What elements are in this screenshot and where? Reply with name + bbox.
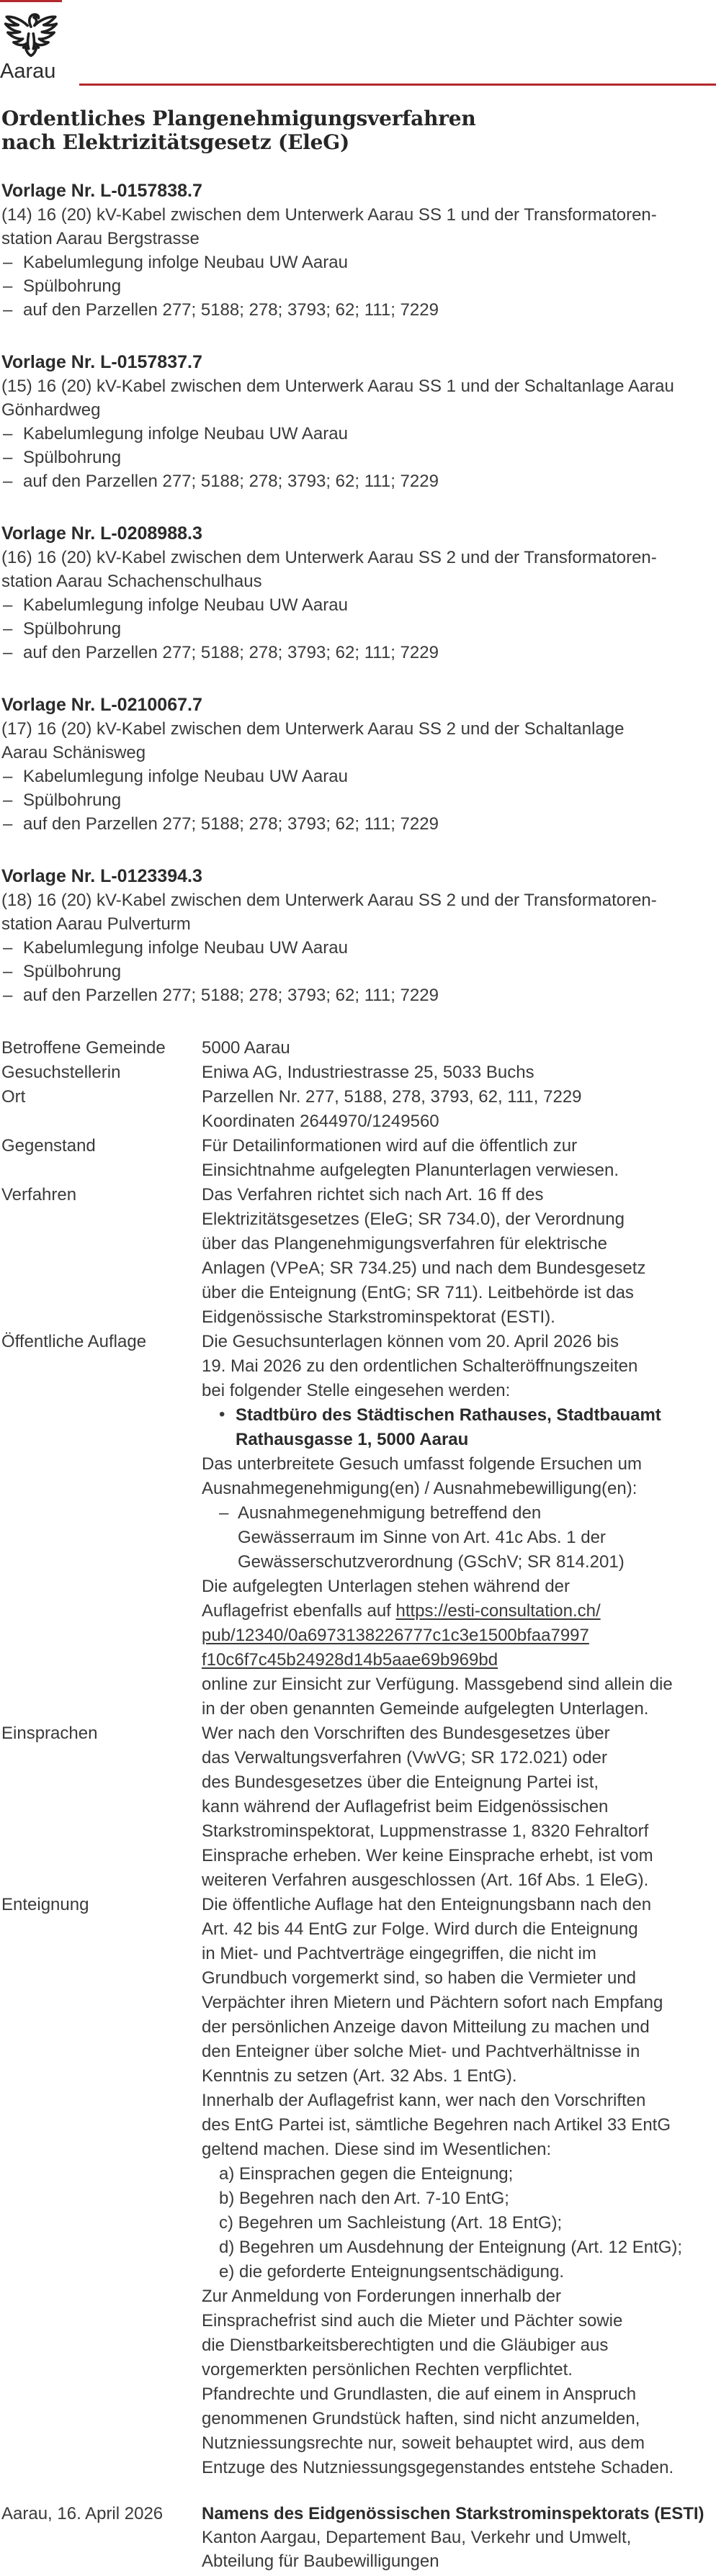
detail-line-text: Die Gesuchsunterlagen können vom 20. April 2026 bis (202, 1332, 619, 1351)
detail-line-text: 5000 Aarau (202, 1038, 290, 1058)
vorlage-bullet-text: Kabelumlegung infolge Neubau UW Aarau (23, 253, 348, 272)
detail-line-text: Ausnahmegenehmigung(en) / Ausnahmebewilligung(en): (202, 1479, 637, 1498)
vorlage-section (1, 522, 716, 665)
detail-line-text: Ausnahmegenehmigung betreffend den (238, 1503, 542, 1523)
detail-row (1, 1330, 716, 1721)
detail-line-text: Elektrizitätsgesetzes (EleG; SR 734.0), der Verordnung (202, 1210, 625, 1229)
vorlage-section (1, 351, 716, 493)
detail-line-text: genommenen Grundstück haften, sind nicht anzumelden, (202, 2409, 640, 2428)
dash-bullet-icon: – (3, 814, 13, 834)
page-title-line1: Ordentliches Plangenehmigungsverfahren (1, 107, 476, 130)
dash-bullet-icon: – (3, 643, 13, 662)
footer-signature (202, 2502, 716, 2573)
detail-line (202, 2309, 716, 2333)
detail-label: Ort (1, 1087, 26, 1107)
detail-row (1, 1036, 716, 1060)
page-title-line2: nach Elektrizitätsgesetz (EleG) (1, 130, 350, 154)
header (0, 0, 716, 86)
detail-line-text: Einsichtnahme aufgelegten Planunterlagen verwiesen. (202, 1161, 619, 1180)
vorlage-description-line: Aarau Schänisweg (1, 743, 146, 762)
detail-row (1, 1893, 716, 2480)
vorlage-bullet-text: auf den Parzellen 277; 5188; 278; 3793; 62; 111; 7229 (23, 643, 439, 662)
vorlage-description-line: (18) 16 (20) kV-Kabel zwischen dem Unterwerk Aarau SS 2 und der Transformatoren- (1, 891, 657, 910)
detail-label: Einsprachen (1, 1724, 98, 1743)
detail-line (202, 1893, 716, 1917)
detail-line (202, 1085, 716, 1109)
detail-line-text: über die Enteignung (EntG; SR 711). Leitbehörde ist das (202, 1283, 634, 1302)
detail-line (202, 2431, 716, 2456)
vorlage-description-line: station Aarau Schachenschulhaus (1, 572, 262, 591)
vorlagen-list (1, 179, 716, 1007)
detail-value (202, 1134, 716, 1183)
detail-line (202, 2138, 716, 2162)
footer (1, 2502, 716, 2573)
detail-line-text: e) die geforderte Enteignungsentschädigung. (219, 2262, 565, 2282)
detail-line-text: Grundbuch vorgemerkt sind, so haben die Vermieter und (202, 1968, 637, 1988)
detail-line-text: über das Plangenehmigungsverfahren für elektrische (202, 1234, 608, 1253)
detail-value (202, 1036, 716, 1060)
detail-line (202, 1917, 716, 1942)
vorlage-bullet-text: auf den Parzellen 277; 5188; 278; 3793; 62; 111; 7229 (23, 814, 439, 834)
vorlage-description-line: (15) 16 (20) kV-Kabel zwischen dem Unterwerk Aarau SS 1 und der Schaltanlage Aarau (1, 377, 674, 396)
detail-line (202, 1526, 716, 1550)
vorlage-heading: Vorlage Nr. L-0157837.7 (1, 352, 202, 372)
detail-line-text: der persönlichen Anzeige davon Mitteilung zu machen und (202, 2017, 650, 2037)
detail-line (202, 1795, 716, 1819)
detail-line-text: Kenntnis zu setzen (Art. 32 Abs. 1 EntG). (202, 2066, 517, 2086)
vorlage-bullet-text: Kabelumlegung infolge Neubau UW Aarau (23, 767, 348, 786)
detail-line (202, 2064, 716, 2089)
detail-line-text: b) Begehren nach den Art. 7-10 EntG; (219, 2189, 509, 2208)
detail-line (202, 1330, 716, 1354)
detail-line (202, 2113, 716, 2138)
detail-value (202, 1060, 716, 1085)
detail-line-text: Einsprache erheben. Wer keine Einsprache erhebt, ist vom (202, 1846, 653, 1865)
detail-line-text: a) Einsprachen gegen die Enteignung; (219, 2164, 514, 2184)
detail-line (202, 1991, 716, 2015)
vorlage-bullet-text: Kabelumlegung infolge Neubau UW Aarau (23, 424, 348, 443)
detail-line (202, 1354, 716, 1379)
detail-line (202, 1648, 716, 1672)
detail-row (1, 1183, 716, 1330)
detail-line-text: des Bundesgesetzes über die Enteignung Partei ist, (202, 1773, 599, 1792)
vorlage-heading: Vorlage Nr. L-0210067.7 (1, 695, 202, 715)
detail-value (202, 1085, 716, 1134)
detail-value (202, 1183, 716, 1330)
detail-line-text: Gewässerschutzverordnung (GSchV; SR 814.201) (238, 1552, 625, 1572)
vorlage-bullet-item (1, 983, 716, 1007)
detail-line-text: Verpächter ihren Mietern und Pächtern sofort nach Empfang (202, 1993, 663, 2012)
detail-line-text: Koordinaten 2644970/1249560 (202, 1112, 439, 1131)
detail-line-text: c) Begehren um Sachleistung (Art. 18 EntG); (219, 2213, 563, 2233)
detail-line (202, 2211, 716, 2235)
vorlage-bullet-text: Spülbohrung (23, 276, 122, 296)
vorlage-bullet-item (1, 422, 716, 446)
detail-line (202, 1770, 716, 1795)
detail-line (202, 1501, 716, 1526)
vorlage-description-line: (14) 16 (20) kV-Kabel zwischen dem Unterwerk Aarau SS 1 und der Transformatoren- (1, 205, 657, 225)
brand-top-bar (0, 0, 62, 2)
detail-line (202, 2040, 716, 2064)
detail-line (202, 2456, 716, 2480)
detail-line (202, 1379, 716, 1403)
detail-label: Öffentliche Auflage (1, 1332, 147, 1351)
dash-bullet-icon: – (3, 791, 13, 810)
detail-line (202, 2284, 716, 2309)
dash-bullet-icon: – (3, 300, 13, 320)
detail-line (202, 1305, 716, 1330)
detail-line (202, 1966, 716, 1991)
dot-bullet-icon: • (219, 1405, 225, 1424)
detail-line-text: Auflagefrist ebenfalls auf (202, 1601, 396, 1621)
detail-line-text: Starkstrominspektorat, Luppmenstrasse 1, 8320 Fehraltorf (202, 1821, 649, 1841)
dash-bullet-icon: – (3, 276, 13, 296)
esti-consultation-link[interactable]: pub/12340/0a6973138226777c1c3e1500bfaa7997 (202, 1626, 589, 1645)
detail-line (202, 1672, 716, 1697)
detail-line-text: Art. 42 bis 44 EntG zur Folge. Wird durch die Enteignung (202, 1919, 638, 1939)
vorlage-description-line: station Aarau Pulverturm (1, 914, 191, 934)
detail-line-text: d) Begehren um Ausdehnung der Enteignung (Art. 12 EntG); (219, 2238, 683, 2257)
vorlage-bullet-text: Spülbohrung (23, 619, 122, 639)
vorlage-section (1, 693, 716, 836)
detail-line-text: den Enteigner über solche Miet- und Pachtverhältnisse in (202, 2042, 640, 2061)
detail-line-text: Wer nach den Vorschriften des Bundesgesetzes über (202, 1724, 610, 1743)
detail-line-text: 19. Mai 2026 zu den ordentlichen Schalteröffnungszeiten (202, 1356, 638, 1376)
detail-line (202, 2235, 716, 2260)
footer-signature-line: Namens des Eidgenössischen Starkstrominspektorats (ESTI) (202, 2504, 704, 2523)
detail-line-text: in Miet- und Pachtverträge eingegriffen, die nicht im (202, 1944, 596, 1963)
vorlage-description-line: (16) 16 (20) kV-Kabel zwischen dem Unterwerk Aarau SS 2 und der Transformatoren- (1, 548, 657, 567)
detail-line-text: Innerhalb der Auflagefrist kann, wer nach den Vorschriften (202, 2091, 646, 2110)
detail-line-text: Gewässerraum im Sinne von Art. 41c Abs. 1 der (238, 1528, 606, 1547)
detail-row (1, 1060, 716, 1085)
vorlage-bullet-item (1, 936, 716, 960)
detail-line (202, 2382, 716, 2407)
vorlage-bullet-item (1, 593, 716, 617)
vorlage-bullet-item (1, 960, 716, 983)
detail-row (1, 1134, 716, 1183)
detail-line-text: Das unterbreitete Gesuch umfasst folgende Ersuchen um (202, 1454, 642, 1474)
footer-signature-line: Abteilung für Baubewilligungen (202, 2552, 439, 2571)
detail-line (202, 2015, 716, 2040)
vorlage-bullet-item (1, 617, 716, 641)
detail-line-text: online zur Einsicht zur Verfügung. Massgebend sind allein die (202, 1675, 673, 1694)
vorlage-bullet-text: Spülbohrung (23, 791, 122, 810)
aarau-eagle-logo-icon (1, 9, 61, 63)
detail-line (202, 1428, 716, 1452)
page-title (1, 107, 716, 154)
detail-label: Verfahren (1, 1185, 77, 1204)
detail-line (202, 1109, 716, 1134)
detail-line (202, 1575, 716, 1599)
detail-line-text: Stadtbüro des Städtischen Rathauses, Stadtbauamt (236, 1405, 661, 1425)
vorlage-bullet-item (1, 641, 716, 665)
details-table (1, 1036, 716, 2480)
footer-date: Aarau, 16. April 2026 (1, 2504, 164, 2523)
vorlage-bullet-text: Spülbohrung (23, 962, 122, 981)
detail-line (202, 1158, 716, 1183)
detail-line-text: Eniwa AG, Industriestrasse 25, 5033 Buchs (202, 1063, 534, 1082)
detail-value (202, 1721, 716, 1893)
detail-line-text: bei folgender Stelle eingesehen werden: (202, 1381, 511, 1400)
detail-line (202, 1550, 716, 1575)
detail-line (202, 2333, 716, 2358)
detail-line (202, 2358, 716, 2382)
detail-line (202, 1232, 716, 1256)
detail-line-text: Zur Anmeldung von Forderungen innerhalb der (202, 2287, 561, 2306)
vorlage-bullet-item (1, 446, 716, 469)
dash-bullet-icon: – (3, 962, 13, 981)
dash-bullet-icon: – (3, 448, 13, 467)
dash-bullet-icon: – (3, 938, 13, 958)
detail-line-text: des EntG Partei ist, sämtliche Begehren nach Artikel 33 EntG (202, 2115, 671, 2135)
footer-signature-line: Kanton Aargau, Departement Bau, Verkehr und Umwelt, (202, 2528, 632, 2547)
vorlage-heading: Vorlage Nr. L-0157838.7 (1, 181, 202, 201)
vorlage-bullet-item (1, 274, 716, 298)
detail-line (202, 1183, 716, 1207)
vorlage-description-line: station Aarau Bergstrasse (1, 229, 200, 248)
vorlage-bullet-text: Kabelumlegung infolge Neubau UW Aarau (23, 938, 348, 958)
detail-line (202, 1697, 716, 1721)
detail-line-text: Einsprachefrist sind auch die Mieter und Pächter sowie (202, 2311, 623, 2330)
vorlage-bullet-text: auf den Parzellen 277; 5188; 278; 3793; 62; 111; 7229 (23, 472, 439, 491)
dash-bullet-icon: – (3, 986, 13, 1005)
detail-value (202, 1893, 716, 2480)
detail-value (202, 1330, 716, 1721)
detail-line (202, 1281, 716, 1305)
detail-line-text: vorgemerkten persönlichen Rechten verpflichtet. (202, 2360, 573, 2379)
detail-line-text: in der oben genannten Gemeinde aufgelegten Unterlagen. (202, 1699, 649, 1719)
detail-line-text: Das Verfahren richtet sich nach Art. 16 ff des (202, 1185, 544, 1204)
vorlage-bullet-item (1, 765, 716, 788)
vorlage-bullet-item (1, 298, 716, 322)
dash-bullet-icon: – (3, 253, 13, 272)
detail-label: Enteignung (1, 1895, 89, 1914)
detail-line (202, 1403, 716, 1428)
vorlage-section (1, 179, 716, 322)
detail-line-text: Anlagen (VPeA; SR 734.25) und nach dem Bundesgesetz (202, 1258, 646, 1278)
detail-line (202, 2260, 716, 2284)
esti-consultation-link[interactable]: https://esti-consultation.ch/ (395, 1601, 601, 1621)
detail-line (202, 1207, 716, 1232)
detail-line (202, 2089, 716, 2113)
vorlage-bullet-item (1, 251, 716, 274)
detail-line-text: Die öffentliche Auflage hat den Enteignungsbann nach den (202, 1895, 652, 1914)
detail-line-text: Nutzniessungsrechte nur, soweit behauptet wird, aus dem (202, 2433, 645, 2453)
dash-bullet-icon: – (3, 619, 13, 639)
detail-line-text: Die aufgelegten Unterlagen stehen während der (202, 1577, 570, 1596)
detail-line (202, 1256, 716, 1281)
detail-line-text: das Verwaltungsverfahren (VwVG; SR 172.021) oder (202, 1748, 607, 1767)
detail-line (202, 2187, 716, 2211)
detail-line-text: die Dienstbarkeitsberechtigten und die Gläubiger aus (202, 2336, 609, 2355)
vorlage-bullet-item (1, 788, 716, 812)
detail-line (202, 1746, 716, 1770)
detail-line (202, 1868, 716, 1893)
detail-line-text: Für Detailinformationen wird auf die öffentlich zur (202, 1136, 578, 1156)
detail-line (202, 2162, 716, 2187)
detail-line-text: Eidgenössische Starkstrominspektorat (ESTI). (202, 1307, 555, 1327)
detail-line (202, 2407, 716, 2431)
dash-bullet-icon: – (3, 424, 13, 443)
detail-line-text: Rathausgasse 1, 5000 Aarau (236, 1430, 469, 1449)
dash-bullet-icon: – (219, 1503, 229, 1523)
vorlage-bullet-text: Spülbohrung (23, 448, 122, 467)
detail-row (1, 1721, 716, 1893)
detail-line (202, 1060, 716, 1085)
detail-label: Gegenstand (1, 1136, 96, 1156)
detail-line (202, 1942, 716, 1966)
dash-bullet-icon: – (3, 472, 13, 491)
detail-line (202, 1599, 716, 1623)
detail-line (202, 1721, 716, 1746)
vorlage-bullet-text: Kabelumlegung infolge Neubau UW Aarau (23, 595, 348, 615)
detail-line (202, 1452, 716, 1477)
vorlage-section (1, 865, 716, 1007)
detail-label: Gesuchstellerin (1, 1063, 121, 1082)
detail-row (1, 1085, 716, 1134)
detail-line-text: Parzellen Nr. 277, 5188, 278, 3793, 62, 111, 7229 (202, 1087, 582, 1107)
detail-line-text: geltend machen. Diese sind im Wesentlichen: (202, 2140, 552, 2159)
vorlage-bullet-item (1, 469, 716, 493)
detail-line-text: weiteren Verfahren ausgeschlossen (Art. 16f Abs. 1 EleG). (202, 1870, 649, 1890)
detail-line (202, 1844, 716, 1868)
vorlage-description-line: (17) 16 (20) kV-Kabel zwischen dem Unterwerk Aarau SS 2 und der Schaltanlage (1, 719, 625, 739)
detail-line-text: kann während der Auflagefrist beim Eidgenössischen (202, 1797, 609, 1816)
header-rule (79, 84, 716, 86)
detail-line-text: Pfandrechte und Grundlasten, die auf einem in Anspruch (202, 2384, 637, 2404)
detail-line (202, 1477, 716, 1501)
vorlage-description-line: Gönhardweg (1, 400, 101, 420)
dash-bullet-icon: – (3, 767, 13, 786)
detail-line-text: Entzuge des Nutzniessungsgegenstandes entstehe Schaden. (202, 2458, 674, 2477)
vorlage-bullet-text: auf den Parzellen 277; 5188; 278; 3793; 62; 111; 7229 (23, 300, 439, 320)
detail-line (202, 1623, 716, 1648)
detail-label: Betroffene Gemeinde (1, 1038, 166, 1058)
vorlage-bullet-text: auf den Parzellen 277; 5188; 278; 3793; 62; 111; 7229 (23, 986, 439, 1005)
vorlage-bullet-item (1, 812, 716, 836)
brand-name: Aarau (0, 60, 56, 83)
vorlage-heading: Vorlage Nr. L-0208988.3 (1, 523, 202, 544)
vorlage-heading: Vorlage Nr. L-0123394.3 (1, 866, 202, 886)
detail-line (202, 1819, 716, 1844)
dash-bullet-icon: – (3, 595, 13, 615)
esti-consultation-link[interactable]: f10c6f7c45b24928d14b5aae69b969bd (202, 1650, 498, 1670)
detail-line (202, 1134, 716, 1158)
detail-line (202, 1036, 716, 1060)
